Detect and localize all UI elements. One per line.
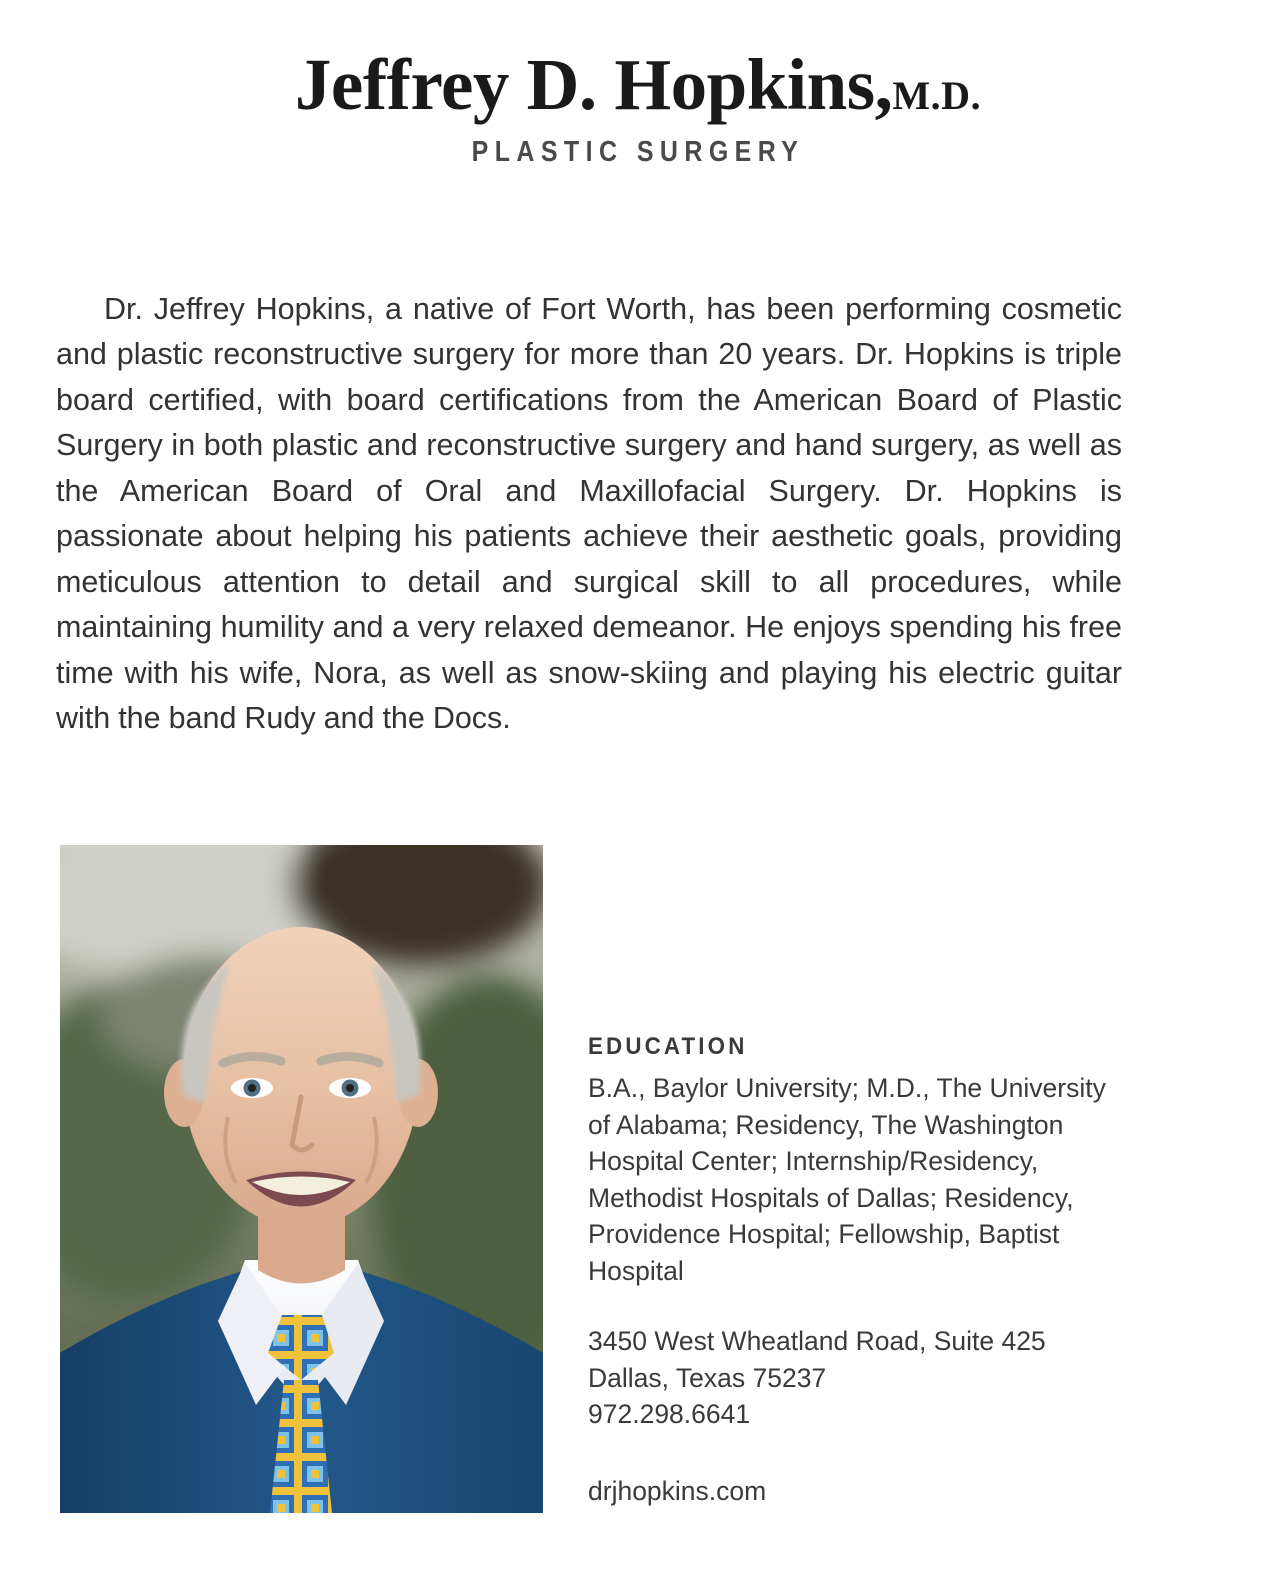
page-title	[0, 44, 1276, 125]
practice-specialty-subtitle: PLASTIC SURGERY	[471, 136, 805, 168]
address-line-1: 3450 West Wheatland Road, Suite 425	[588, 1326, 1046, 1356]
phone-number[interactable]: 972.298.6641	[588, 1399, 751, 1429]
doctor-name: Jeffrey D. Hopkins,	[294, 44, 893, 125]
doctor-info-column	[588, 1033, 1108, 1509]
education-heading: EDUCATION	[588, 1033, 748, 1060]
website-link[interactable]: drjhopkins.com	[588, 1475, 767, 1506]
website-block	[588, 1473, 1108, 1510]
doctor-portrait-photo	[60, 845, 543, 1513]
contact-address-block	[588, 1323, 1108, 1433]
biography-paragraph: Dr. Jeffrey Hopkins, a native of Fort Worth, has been performing cosmetic and plastic reconstructive surgery for more than 20 years. Dr. Hopkins is triple board certified, with board certifications from the American Board of Plastic Surgery in both plastic and reconstructive surgery and hand surgery, as well as the American Board of Oral and Maxillofacial Surgery. Dr. Hopkins is passionate about helping his patients achieve their aesthetic goals, providing meticulous attention to detail and surgical skill to all procedures, while maintaining humility and a very relaxed demeanor. He enjoys spending his free time with his wife, Nora, as well as snow-skiing and playing his electric guitar with the band Rudy and the Docs.	[56, 291, 1122, 735]
address-line-2: Dallas, Texas 75237	[588, 1362, 827, 1393]
portrait-illustration	[60, 845, 543, 1513]
practice-header	[0, 44, 1276, 169]
education-text: B.A., Baylor University; M.D., The University of Alabama; Residency, The Washington Hospital Center; Internship/Residency, Methodist Hospitals of Dallas; Residency, Providence Hospital; Fellowship, Baptist Hospital	[588, 1073, 1106, 1286]
doctor-credential: M.D.	[892, 73, 982, 118]
